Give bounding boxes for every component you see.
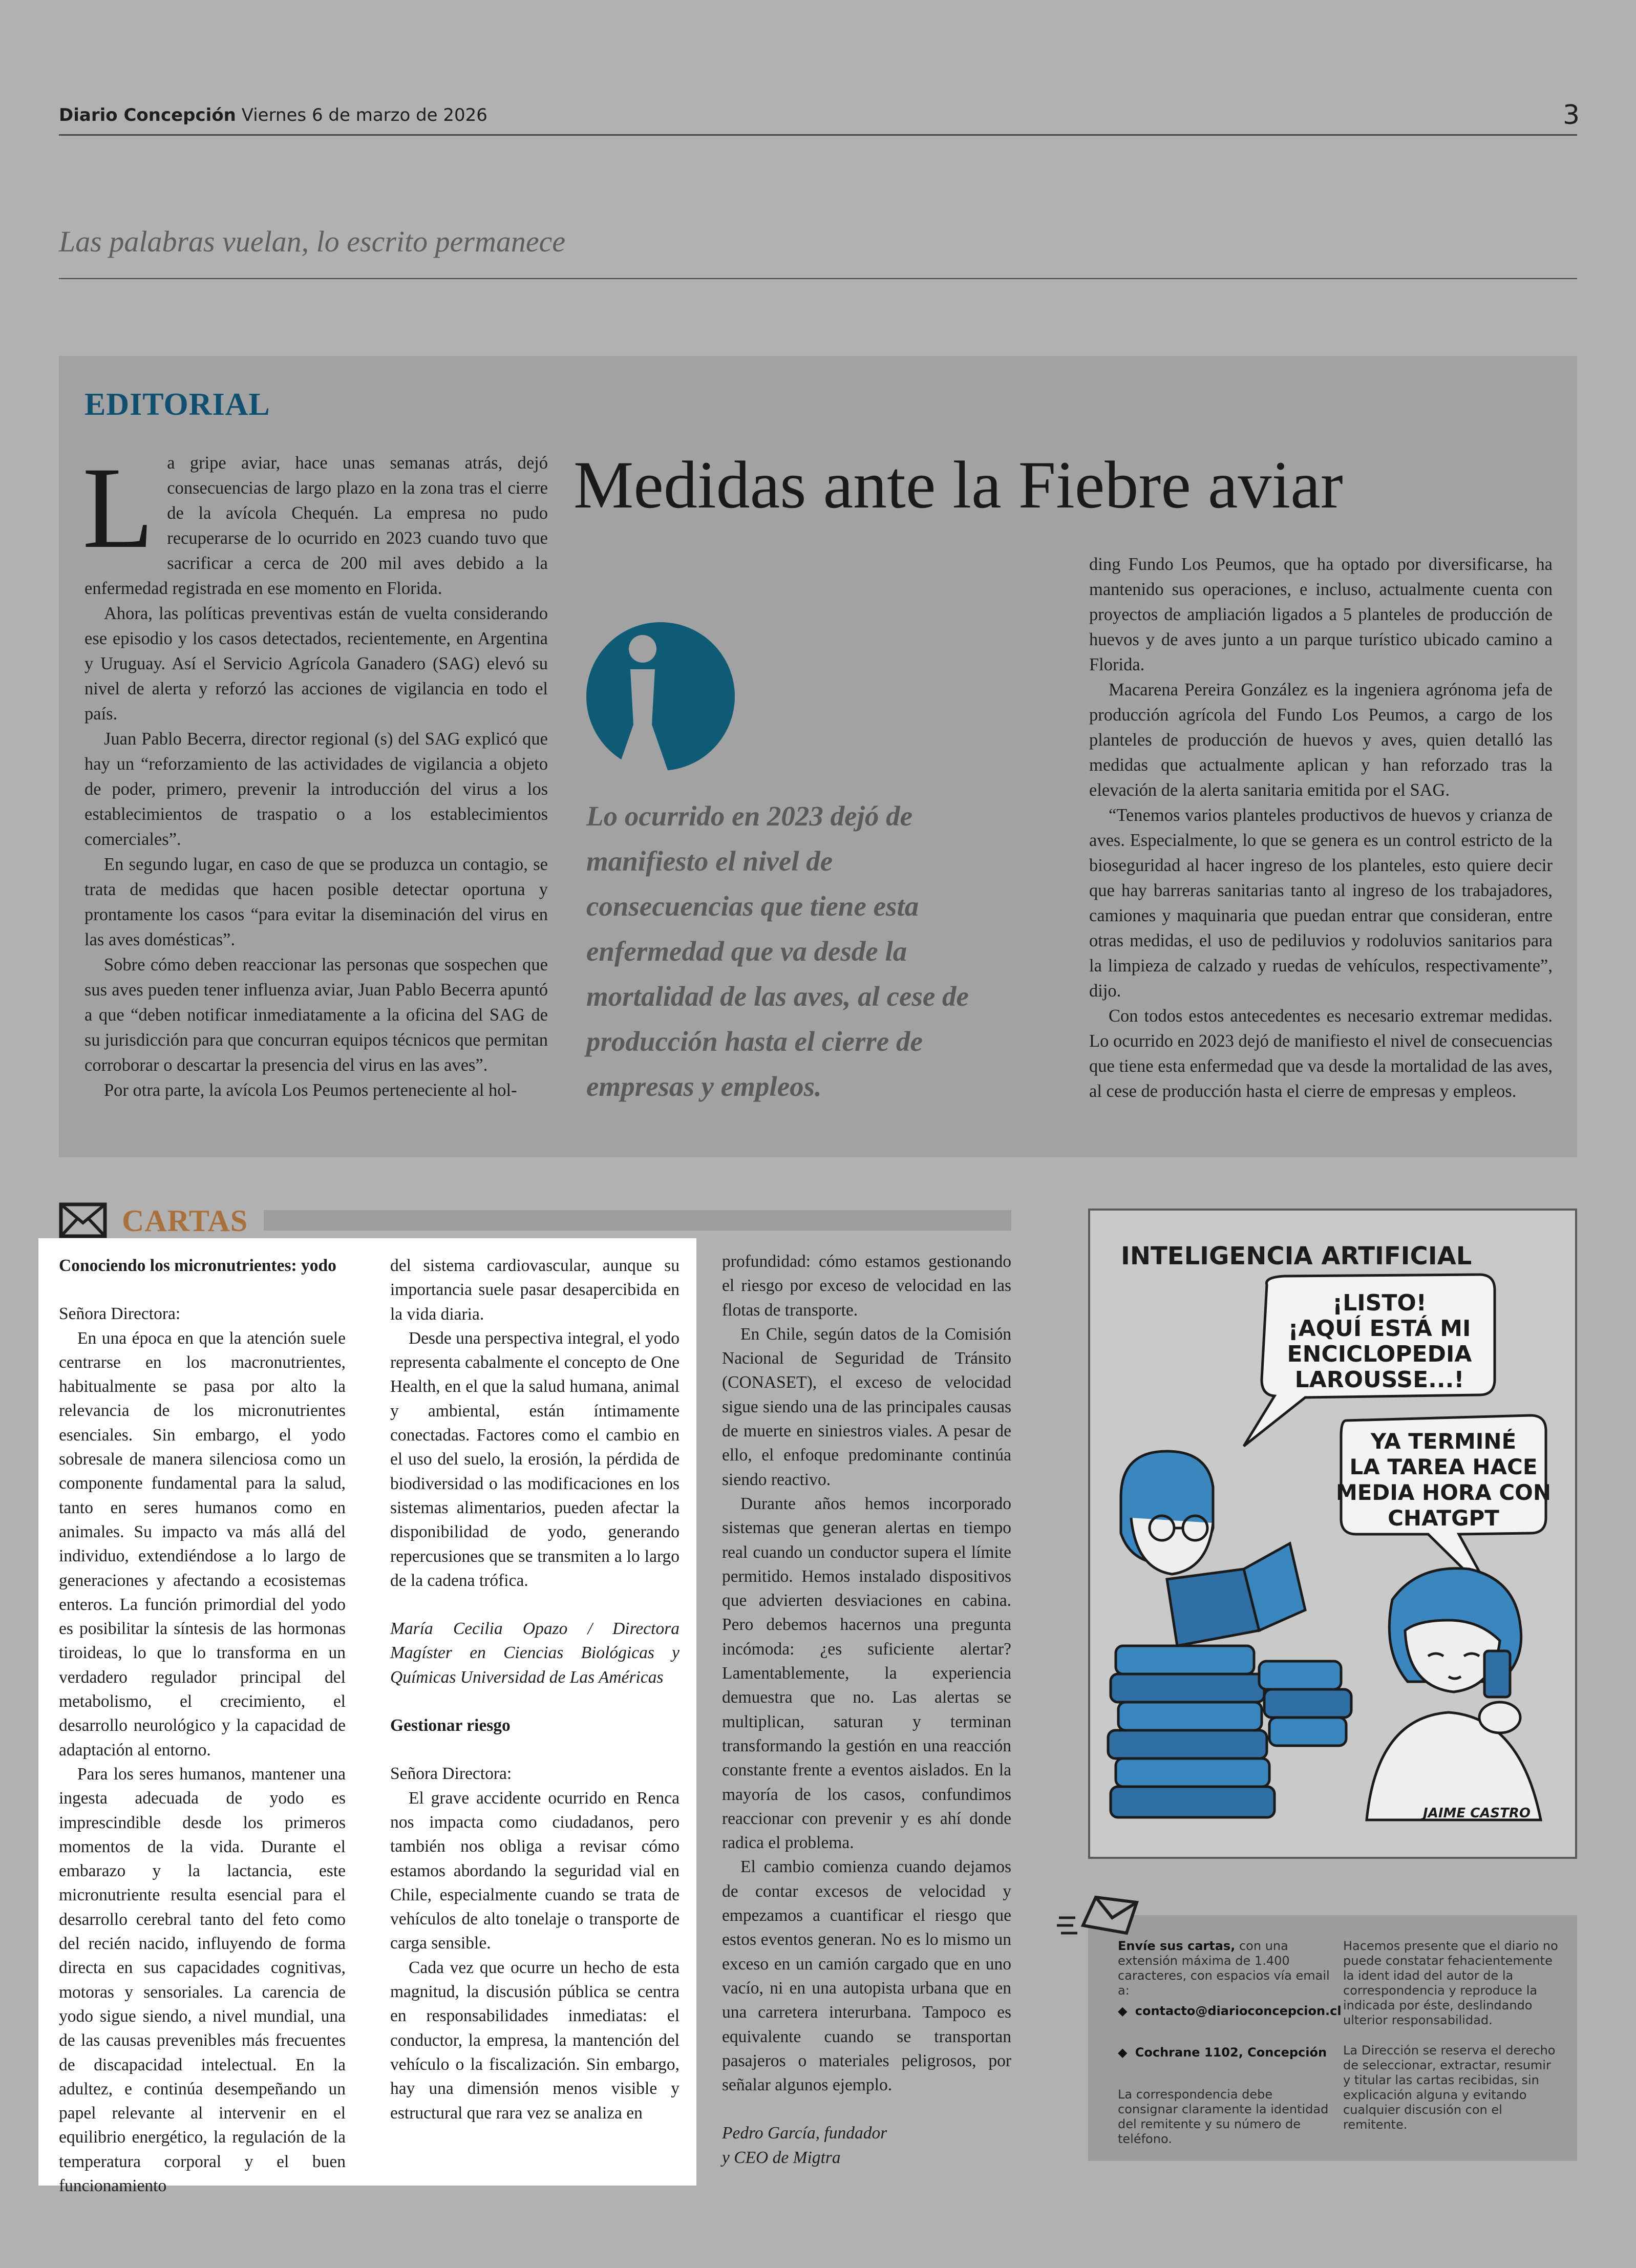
pull-quote: Lo ocurrido en 2023 dejó de manifiesto el nivel de consecuencias que tiene esta enfermedad que va desde la mortalidad de las aves, al cese de producción hasta el cierre de empresas y empleos. <box>586 800 969 1102</box>
section-slogan: Las palabras vuelan, lo escrito permanece <box>59 225 566 258</box>
send-letters-note: Envíe sus cartas, con una extensión máxima de 1.400 caracteres, con espacios vía email a: <box>1118 1939 1330 1998</box>
editorial-paragraph: Juan Pablo Becerra, director regional (s) del SAG explicó que hay un “reforzamiento de las actividades de vigilancia a objeto de poder, primero, prevenir la introducción del virus a los establecimientos de traspatio o a los establecimientos comerciales”. <box>84 729 548 849</box>
boy-figure <box>1121 1451 1305 1646</box>
editorial-label: EDITORIAL <box>84 387 270 422</box>
email-address[interactable]: contacto@diarioconcepcion.cl <box>1135 2004 1342 2018</box>
letters-column-3 <box>722 1249 1011 2170</box>
info-icon <box>586 622 735 771</box>
editorial-paragraph: La gripe aviar, hace unas semanas atrás, dejó consecuencias de largo plazo en la zona tras el cierre de la avícola Chequén. La empresa no pudo recuperarse de lo ocurrido en 2023 cuando tuvo que sacrificar a cerca de 200 mil aves debido a la enfermedad registrada en ese momento en Florida. <box>82 443 548 598</box>
letter-paragraph: Para los seres humanos, mantener una ingesta adecuada de yodo es imprescindible desde los primeros momentos de la vida. Durante el embarazo y la lactancia, este micronutriente resulta esencial para el desarrollo cerebral tanto del feto como del recién nacido, influyendo de forma directa en sus capacidades cognitivas, motoras y sensoriales. La carencia de yodo sigue siendo, a nivel mundial, una de las causas prevenibles más frecuentes de discapacidad intelectual. En la adultez, e continúa desempeñando un papel relevante al intervenir en el equilibrio energético, la regulación de la temperatura corporal y el buen funcionamiento <box>59 1764 346 2195</box>
disclaimer-1: Hacemos presente que el diario no puede constatar fehacientemente la ident idad del autor de la correspondencia y reproduce la indicada por éste, deslindando ulterior responsabilidad. <box>1343 1939 1558 2027</box>
letter-paragraph: El grave accidente ocurrido en Renca nos impacta como ciudadanos, pero también nos obliga a revisar cómo estamos abordando la seguridad vial en Chile, especialmente cuando se trata de vehículos de alto tonelaje o transporte de carga sensible. <box>390 1788 679 1953</box>
letters-column-2 <box>390 1254 679 2125</box>
letter-paragraph: profundidad: cómo estamos gestionando el riesgo por exceso de velocidad en las flotas de transporte. <box>722 1252 1011 1320</box>
bubble-line: ENCICLOPEDIA <box>1287 1341 1472 1367</box>
cartoon-title: INTELIGENCIA ARTIFICIAL <box>1121 1242 1472 1270</box>
masthead <box>59 105 487 125</box>
editorial-paragraph: Ahora, las políticas preventivas están de vuelta considerando ese episodio y los casos detectados, recientemente, en Argentina y Uruguay. Así el Servicio Agrícola Ganadero (SAG) elevó su nivel de alerta y reforzó las acciones de vigilancia en todo el país. <box>84 604 548 724</box>
editorial-column-1 <box>82 443 548 1103</box>
envelope-icon <box>1055 1890 1142 1941</box>
letter-paragraph: En Chile, según datos de la Comisión Nacional de Seguridad de Tránsito (CONASET), el exceso de velocidad sigue siendo una de las principales causas de muerte en siniestros viales. A pesar de ello, el enfoque predominante continúa siendo reactivo. <box>722 1324 1011 1489</box>
letter-paragraph: Durante años hemos incorporado sistemas que generan alertas en tiempo real cuando un conductor supera el límite permitido. Hemos instalado dispositivos que advierten desviaciones en cabina. Pero debemos hacernos una pregunta incómoda: ¿es suficiente alertar? Lamentablemente, la experiencia demuestra que no. Las alertas se multiplican, saturan y terminan transformando la gestión en una reacción constante frente a eventos aislados. En la mayoría de los casos, confundimos reaccionar con prevenir y es ahí donde radica el problema. <box>722 1494 1011 1853</box>
editorial-paragraph: En segundo lugar, en caso de que se produzca un contagio, se trata de medidas que hacen posible detectar oportuna y prontamente los casos “para evitar la diseminación del virus en las aves domésticas”. <box>84 855 548 949</box>
editorial-headline: Medidas ante la Fiebre aviar <box>573 447 1343 522</box>
letter-salutation: Señora Directora: <box>390 1764 512 1784</box>
cartas-bar <box>264 1210 1011 1231</box>
publication-name: Diario Concepción <box>59 105 236 125</box>
bubble-line: LAROUSSE...! <box>1294 1367 1464 1393</box>
letter-title: Gestionar riesgo <box>390 1716 511 1735</box>
page-number: 3 <box>1563 100 1580 131</box>
header-rule <box>59 134 1577 136</box>
letter-paragraph: Cada vez que ocurre un hecho de esta magnitud, la discusión pública se centra en responsabilidades inmediatas: el conductor, la empresa, la mantención del vehículo o la fiscalización. Sin embargo, hay una dimensión menos visible y estructural que rara vez se analiza en <box>390 1958 679 2123</box>
letter-paragraph: En una época en que la atención suele centrarse en los macronutrientes, habitualmente se pasa por alto la relevancia de los micronutrientes esenciales. Sin embargo, el yodo sobresale de manera silenciosa como un componente fundamental para la salud, tanto en seres humanos como en animales. Su impacto va más allá del individuo, extendiéndose a lo largo de generaciones y afectando a ecosistemas enteros. La función primordial del yodo es posibilitar la síntesis de las hormonas tiroideas, lo que lo transforma en un verdadero regulador principal del metabolismo, el crecimiento, el desarrollo neurológico y la capacidad de adaptación al entorno. <box>59 1328 346 1760</box>
drop-cap: L <box>82 443 154 573</box>
editorial-paragraph: Sobre cómo deben reaccionar las personas que sospechen que sus aves pueden tener influenza aviar, Juan Pablo Becerra apuntó a que “deben notificar inmediatamente a la oficina del SAG de su jurisdicción para que concurran equipos técnicos que permitan corroborar o descartar la presencia del virus en las aves”. <box>84 955 548 1075</box>
editorial-paragraph: Por otra parte, la avícola Los Peumos perteneciente al hol- <box>104 1080 517 1100</box>
bubble-line: MEDIA HORA CON <box>1335 1480 1552 1505</box>
disclaimer-2: La Dirección se reserva el derecho de seleccionar, extractar, resumir y titular las cartas recibidas, sin explicación alguna y evitando cualquier discusión con el remitente. <box>1343 2043 1556 2132</box>
editorial-paragraph: ding Fundo Los Peumos, que ha optado por diversificarse, ha mantenido sus operaciones, e incluso, actualmente cuenta con proyectos de ampliación ligados a 5 planteles de producción de huevos y de aves junto a un parque turístico ubicado camino a Florida. <box>1089 555 1553 674</box>
bubble-line: YA TERMINÉ <box>1370 1429 1517 1454</box>
email-line: ◆ contacto@diarioconcepcion.cl <box>1118 2004 1342 2018</box>
address-line: ◆ Cochrane 1102, Concepción <box>1118 2045 1327 2060</box>
letter-signature: Pedro García, fundador <box>722 2124 887 2143</box>
editorial-paragraph: “Tenemos varios planteles productivos de huevos y crianza de aves. Especialmente, lo que se genera es un control estricto de la bioseguridad al hacer ingreso de los planteles, esto quiere decir que hay barreras sanitarias tanto al ingreso de los trabajadores, camiones y maquinaria que puedan entrar que consideran, entre otras medidas, el uso de pediluvios y rodoluvios sanitarios para la limpieza de calzado y ruedas de vehículos, respectivamente”, dijo. <box>1089 806 1553 1001</box>
letter-signature: María Cecilia Opazo / Directora Magíster en Ciencias Biológicas y Químicas Universidad de Las Américas <box>390 1619 679 1687</box>
letter-paragraph: del sistema cardiovascular, aunque su importancia suele pasar desapercibida en la vida diaria. <box>390 1256 679 1324</box>
cartoon-illustration <box>1090 1211 1575 1857</box>
bubble-line: CHATGPT <box>1388 1506 1499 1531</box>
envelope-icon <box>59 1202 107 1238</box>
letter-title: Conociendo los micronutrientes: yodo <box>59 1256 336 1275</box>
letter-paragraph: El cambio comienza cuando dejamos de contar excesos de velocidad y empezamos a cuantificar el riesgo que estos eventos generan. No es lo mismo un exceso en un camión cargado que en uno vacío, ni en una autopista urbana que en una carretera interurbana. Tampoco es equivalente cuando se transportan pasajeros o materiales peligrosos, por señalar algunos ejemplo. <box>722 1857 1011 2095</box>
girl-figure <box>1367 1568 1541 1820</box>
cartoonist-signature: JAIME CASTRO <box>1423 1806 1531 1821</box>
editorial-paragraph: Macarena Pereira González es la ingeniera agrónoma jefa de producción agrícola del Fundo Los Peumos, a cargo de los planteles de producción de huevos y aves, quien detalló las medidas que actualmente aplican y han reforzado tras la elevación de la alerta sanitaria emitida por el SAG. <box>1089 680 1553 800</box>
letter-salutation: Señora Directora: <box>59 1304 181 1324</box>
identity-note: La correspondencia debe consignar claramente la identidad del remitente y su número de teléfono. <box>1118 2087 1329 2146</box>
bubble-line: LA TAREA HACE <box>1349 1454 1538 1479</box>
bubble-line: ¡LISTO! <box>1332 1290 1427 1316</box>
letters-column-1 <box>59 1254 346 2198</box>
letter-paragraph: Desde una perspectiva integral, el yodo representa cabalmente el concepto de One Health, en el que la salud humana, animal y ambiental, están íntimamente conectadas. Factores como el cambio en el uso del suelo, la erosión, la pérdida de biodiversidad o las modificaciones en los sistemas alimentarios, pueden afectar la disponibilidad de yodo, generando repercusiones que se transmiten a lo largo de la cadena trófica. <box>390 1328 679 1590</box>
editorial-paragraph: Con todos estos antecedentes es necesario extremar medidas. Lo ocurrido en 2023 dejó de manifiesto el nivel de consecuencias que tiene esta enfermedad que va desde la mortalidad de las aves, al cese de producción hasta el cierre de empresas y empleos. <box>1089 1006 1553 1101</box>
book-stack <box>1108 1646 1351 1817</box>
slogan-rule <box>59 278 1577 279</box>
send-letters-bold: Envíe sus cartas, <box>1118 1939 1236 1953</box>
letter-signature: y CEO de Migtra <box>722 2148 841 2167</box>
issue-date: Viernes 6 de marzo de 2026 <box>241 105 487 125</box>
cartas-label: CARTAS <box>122 1204 248 1238</box>
postal-address: Cochrane 1102, Concepción <box>1135 2045 1327 2060</box>
bubble-line: ¡AQUÍ ESTÁ MI <box>1288 1316 1471 1342</box>
editorial-column-3 <box>1089 552 1553 1104</box>
